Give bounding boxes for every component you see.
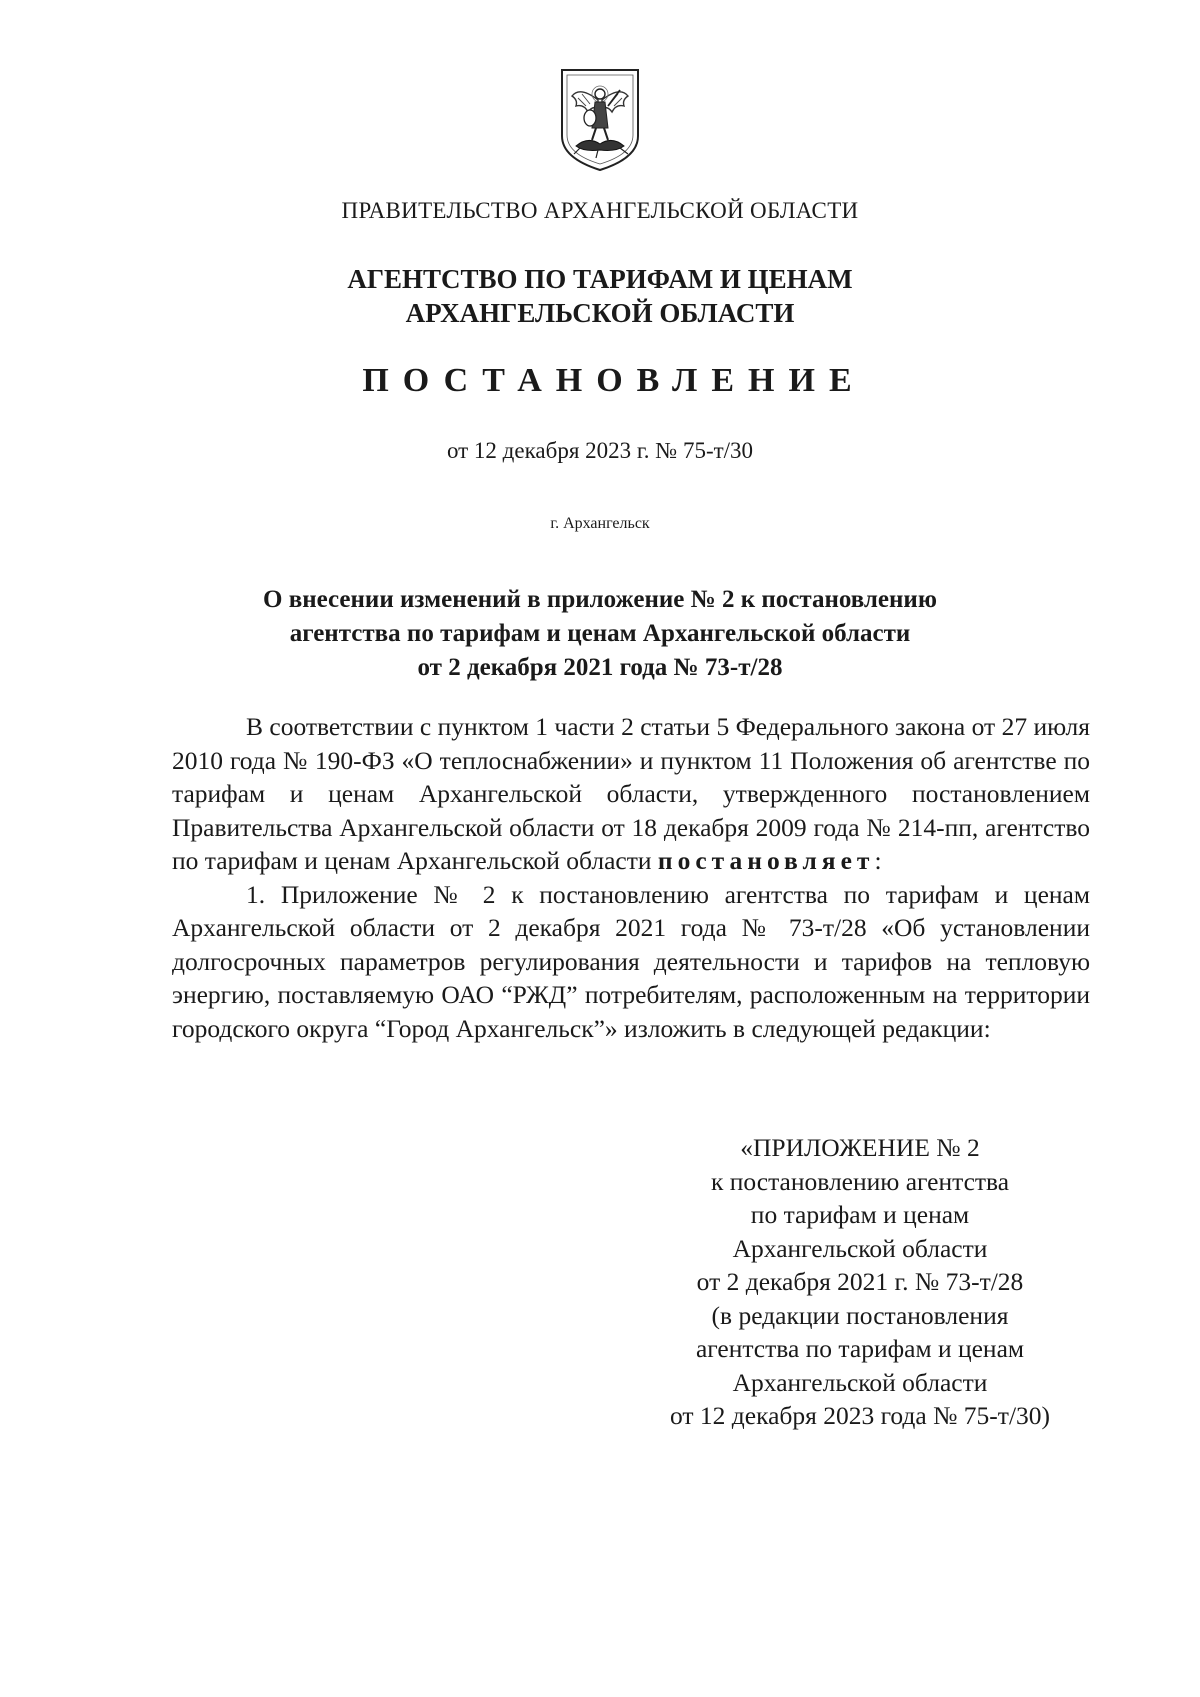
- appendix-line: к постановлению агентства: [710, 1166, 1010, 1196]
- agency-name: [0, 262, 1200, 330]
- agency-name-line1: АГЕНТСТВО ПО ТАРИФАМ И ЦЕНАМ: [347, 264, 853, 294]
- city-name: г. Архангельск: [550, 515, 650, 532]
- preamble-colon: :: [874, 846, 882, 875]
- appendix-line: Архангельской области: [732, 1233, 988, 1263]
- appendix-line: агентства по тарифам и ценам: [695, 1334, 1025, 1363]
- appendix-line: (в редакции постановления: [711, 1300, 1009, 1330]
- appendix-line: от 2 декабря 2021 г. № 73-т/28: [696, 1267, 1024, 1296]
- appendix-header: [630, 1131, 1090, 1433]
- document-type-title: ПОСТАНОВЛЕНИЕ: [362, 362, 866, 399]
- government-name: ПРАВИТЕЛЬСТВО АРХАНГЕЛЬСКОЙ ОБЛАСТИ: [341, 198, 859, 223]
- appendix-line: по тарифам и ценам: [750, 1200, 970, 1229]
- appendix-line: от 12 декабря 2023 года № 75-т/30): [669, 1401, 1051, 1430]
- resolves-keyword: постановляет: [657, 846, 875, 875]
- decree-date-number: от 12 декабря 2023 г. № 75-т/30: [446, 438, 754, 463]
- preamble-text: В соответствии с пунктом 1 части 2 статьи 5 Федерального закона от 27 июля 2010 года № 190-ФЗ «О теплоснабжении» и пунктом 11 Положения об агентстве по тарифам и ценам Архангельской области, утвержденного постановлением Правительства Архангельской области от 18 декабря 2009 года № 214-пп, агентство по тарифам и ценам Архангельской области: [172, 712, 1090, 875]
- appendix-line: «ПРИЛОЖЕНИЕ № 2: [740, 1133, 980, 1162]
- archangel-coat-of-arms-icon: [558, 66, 642, 174]
- preamble-paragraph: [172, 710, 1090, 878]
- subject-line1: О внесении изменений в приложение № 2 к постановлению: [263, 586, 937, 613]
- subject-line2: агентства по тарифам и ценам Архангельской области: [289, 620, 911, 647]
- clause-1-paragraph: 1. Приложение № 2 к постановлению агентства по тарифам и ценам Архангельской области от 2 декабря 2021 года № 73-т/28 «Об установлении долгосрочных параметров регулирования деятельности и тарифов на тепловую энергию, поставляемую ОАО “РЖД” потребителям, расположенным на территории городского округа “Город Архангельск”» изложить в следующей редакции:: [172, 879, 1090, 1043]
- agency-name-line2: АРХАНГЕЛЬСКОЙ ОБЛАСТИ: [405, 298, 795, 328]
- subject-line3: от 2 декабря 2021 года № 73-т/28: [417, 654, 783, 681]
- decree-subject: [0, 583, 1200, 685]
- appendix-line: Архангельской области: [732, 1367, 988, 1397]
- decree-body: [172, 710, 1090, 1045]
